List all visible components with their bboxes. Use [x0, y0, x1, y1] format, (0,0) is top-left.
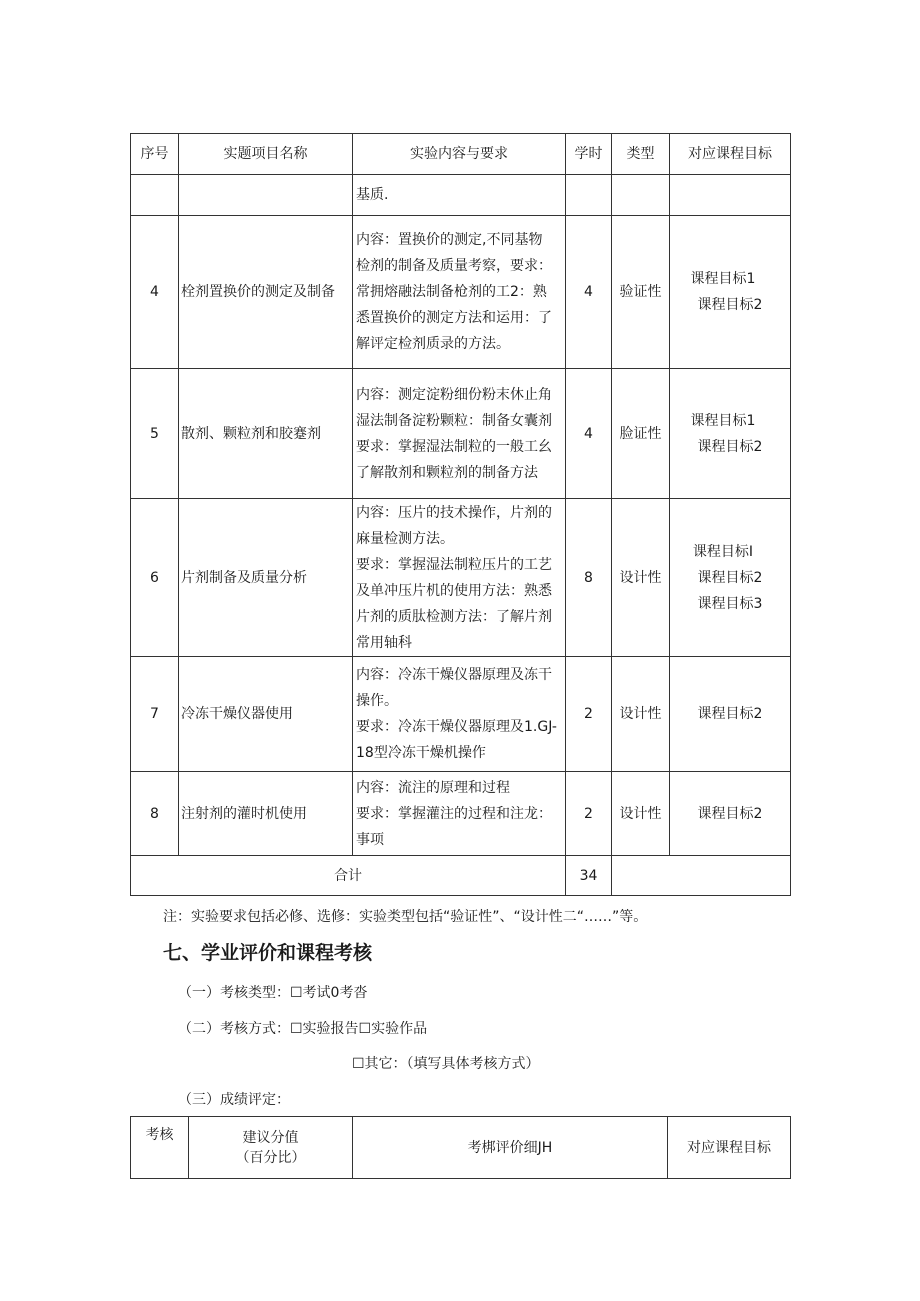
table-total-row: [131, 856, 791, 896]
eval-header-score: 建议分值 （百分比）: [189, 1117, 353, 1179]
evaluation-table: [130, 1116, 791, 1179]
row-content: 内容：冷冻干燥仪器原理及冻干 操作。 要求：冷冻干燥仪器原理及1.GJ- 18型冷冻干燥机操作: [353, 657, 566, 772]
row-no: 6: [131, 499, 179, 657]
table-note: 注：实验要求包括必修、选修：实验类型包括“验证性”、“设计性二“……”等。: [163, 909, 648, 925]
header-no: 序号: [131, 134, 179, 175]
exam-type-line: （一）考核类型：☐考试0考沓: [178, 985, 368, 1001]
row-content: 内容：流注的原理和过程 要求：掌握灌注的过程和注龙： 事项: [353, 772, 566, 856]
row-content: 内容：置换价的测定,不同基物 检剂的制备及质量考察，要求： 常拥熔融法制备枪剂的工2：熟 悉置换价的测定方法和运用：了 解评定检剂质录的方法。: [353, 216, 566, 369]
row-goals: 课程目标2: [670, 657, 791, 772]
table-row: [131, 657, 791, 772]
row-content: 内容：测定淀粉细份粉末休止角 湿法制备淀粉颗粒：制备女囊剂 要求：掌握湿法制粒的一般工幺 了解散剂和颗粒剂的制备方法: [353, 369, 566, 499]
row-type: 验证性: [612, 216, 670, 369]
row-hours: 2: [566, 657, 612, 772]
eval-header-goal: 对应课程目标: [668, 1117, 791, 1179]
row-no: 4: [131, 216, 179, 369]
table-row-continuation: [131, 175, 791, 216]
continuation-cell: 基质.: [353, 175, 566, 216]
total-label: 合计: [131, 856, 566, 896]
row-goals: 课程目标1 课程目标2: [670, 216, 791, 369]
row-no: 5: [131, 369, 179, 499]
header-name: 实题项目名称: [179, 134, 353, 175]
exam-other-line: ☐其它：（填写具体考核方式）: [352, 1056, 540, 1072]
eval-header-detail: 考梆评价细JH: [353, 1117, 668, 1179]
table-row: [131, 216, 791, 369]
row-goals: 课程目标2: [670, 772, 791, 856]
row-goals: 课程目标1 课程目标2: [670, 369, 791, 499]
row-name: 注射剂的灌时机使用: [179, 772, 353, 856]
table-row: [131, 369, 791, 499]
experiment-table: [130, 133, 791, 896]
total-hours: 34: [566, 856, 612, 896]
header-content: 实验内容与要求: [353, 134, 566, 175]
row-type: 脸证性: [612, 369, 670, 499]
row-content: 内容：压片的技术操作，片剂的 麻量检测方法。 要求：掌握湿法制粒压片的工艺 及单冲压片机的使用方法：熟悉 片剂的质肽检测方法：了解片剂 常用轴科: [353, 499, 566, 657]
row-type: 设计性: [612, 657, 670, 772]
table-row: [131, 499, 791, 657]
eval-header-exam: 考核: [131, 1117, 189, 1179]
exam-method-line: （二）考核方式：☐实验报告☐实验作品: [178, 1021, 428, 1037]
header-type: 类型: [612, 134, 670, 175]
row-name: 栓剂置换价的测定及制备: [179, 216, 353, 369]
table-row: [131, 772, 791, 856]
row-type: 设计性: [612, 772, 670, 856]
header-goal: 对应课程目标: [670, 134, 791, 175]
eval-header-row: [131, 1117, 791, 1179]
row-goals: 课程目标I 课程目标2 课程目标3: [670, 499, 791, 657]
row-no: 7: [131, 657, 179, 772]
row-hours: 2: [566, 772, 612, 856]
row-hours: 4: [566, 369, 612, 499]
row-name: 散剂、颗粒剂和胶蹇剂: [179, 369, 353, 499]
row-no: 8: [131, 772, 179, 856]
row-type: 设计性: [612, 499, 670, 657]
section-title: 七、学业评价和课程考核: [163, 942, 373, 964]
row-name: 冷冻干燥仪器使用: [179, 657, 353, 772]
row-hours: 4: [566, 216, 612, 369]
table-header-row: [131, 134, 791, 175]
row-hours: 8: [566, 499, 612, 657]
header-hours: 学时: [566, 134, 612, 175]
grading-line: （三）成绩评定：: [178, 1092, 290, 1108]
row-name: 片剂制备及质量分析: [179, 499, 353, 657]
